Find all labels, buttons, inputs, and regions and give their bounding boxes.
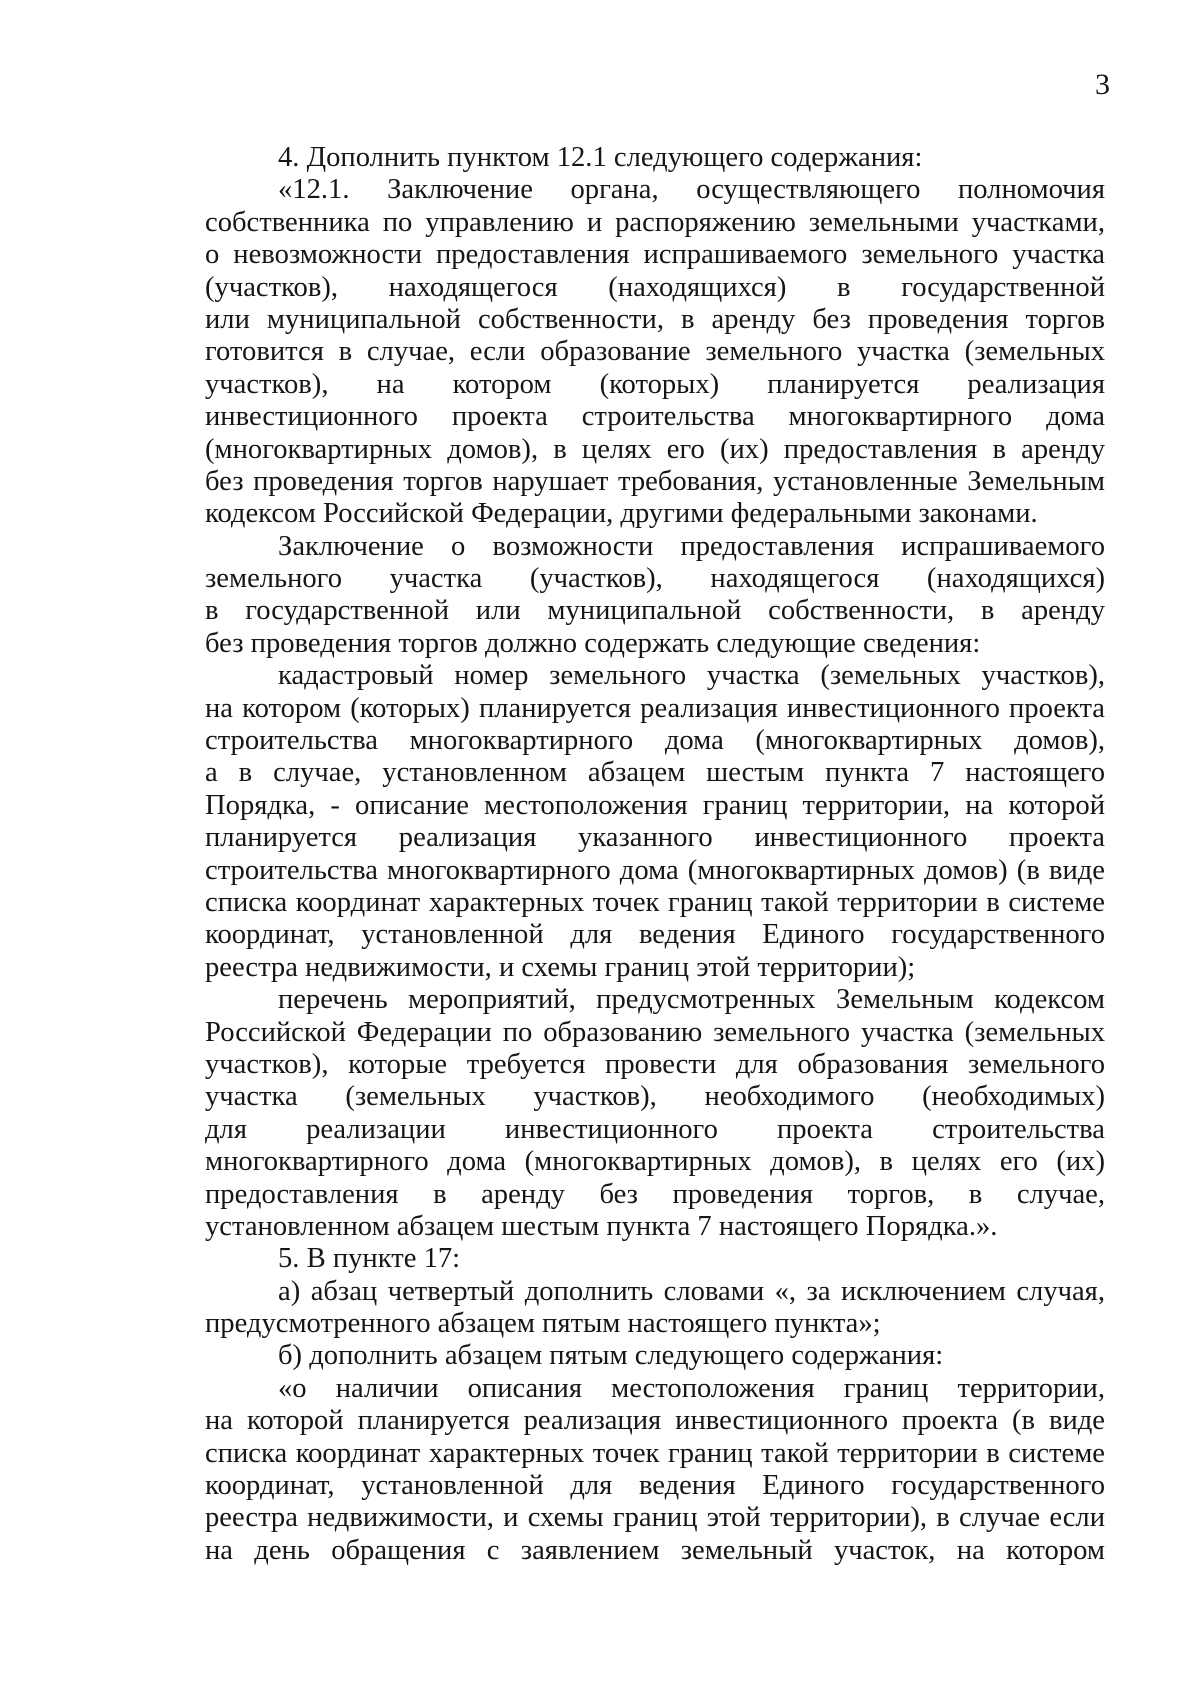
text-line: на которой планируется реализация инвестиционного проекта (в виде <box>205 1405 1105 1437</box>
text-line: установленном абзацем шестым пункта 7 настоящего Порядка.». <box>205 1210 998 1242</box>
text-line: земельного участка (участков), находящегося (находящихся) <box>205 563 1105 595</box>
text-line: участков), которые требуется провести для образования земельного <box>205 1048 1105 1080</box>
text-line: Российской Федерации по образованию земельного участка (земельных <box>205 1016 1105 1048</box>
text-line: предусмотренного абзацем пятым настоящего пункта»; <box>205 1308 881 1340</box>
text-line: (многоквартирных домов), в целях его (их) предоставления в аренду <box>205 433 1105 465</box>
text-line: Заключение о возможности предоставления испрашиваемого <box>278 530 1105 562</box>
paragraph <box>205 1276 1105 1341</box>
text-line: участка (земельных участков), необходимого (необходимых) <box>205 1081 1105 1113</box>
text-line: строительства многоквартирного дома (многоквартирных домов) (в виде <box>205 854 1105 886</box>
text-line: планируется реализация указанного инвестиционного проекта <box>205 822 1105 854</box>
paragraph <box>205 174 1105 530</box>
text-line: перечень мероприятий, предусмотренных Земельным кодексом <box>278 984 1105 1016</box>
text-line: в государственной или муниципальной собственности, в аренду <box>205 595 1105 627</box>
text-line: координат, установленной для ведения Единого государственного <box>205 1470 1105 1502</box>
paragraph <box>205 1373 1105 1567</box>
text-line: а) абзац четвертый дополнить словами «, за исключением случая, <box>278 1275 1105 1307</box>
text-line: списка координат характерных точек границ такой территории в системе <box>205 1437 1105 1469</box>
text-line: «о наличии описания местоположения границ территории, <box>278 1372 1105 1404</box>
text-line: без проведения торгов должно содержать следующие сведения: <box>205 627 981 659</box>
text-line: инвестиционного проекта строительства многоквартирного дома <box>205 401 1105 433</box>
text-line: списка координат характерных точек границ такой территории в системе <box>205 886 1105 918</box>
paragraph <box>205 984 1105 1243</box>
paragraph <box>205 142 1105 174</box>
paragraph <box>205 1243 1105 1275</box>
text-line: готовится в случае, если образование земельного участка (земельных <box>205 336 1105 368</box>
text-line: (участков), находящегося (находящихся) в государственной <box>205 271 1105 303</box>
text-line: реестра недвижимости, и схемы границ этой территории), в случае если <box>205 1502 1105 1534</box>
text-line: для реализации инвестиционного проекта строительства <box>205 1113 1105 1145</box>
paragraph <box>205 1340 1105 1372</box>
text-line: б) дополнить абзацем пятым следующего содержания: <box>278 1340 944 1372</box>
document-body <box>205 142 1105 1567</box>
text-line: 5. В пункте 17: <box>278 1243 461 1275</box>
text-line: участков), на котором (которых) планируется реализация <box>205 368 1105 400</box>
text-line: 4. Дополнить пунктом 12.1 следующего содержания: <box>278 142 923 173</box>
text-line: координат, установленной для ведения Единого государственного <box>205 919 1105 951</box>
text-line: многоквартирного дома (многоквартирных домов), в целях его (их) <box>205 1146 1105 1178</box>
text-line: о невозможности предоставления испрашиваемого земельного участка <box>205 239 1105 271</box>
page-number: 3 <box>1095 68 1110 101</box>
text-line: строительства многоквартирного дома (многоквартирных домов), <box>205 725 1105 757</box>
text-line: реестра недвижимости, и схемы границ этой территории); <box>205 951 916 983</box>
text-line: кадастровый номер земельного участка (земельных участков), <box>278 660 1105 692</box>
text-line: или муниципальной собственности, в аренду без проведения торгов <box>205 303 1105 335</box>
text-line: собственника по управлению и распоряжению земельными участками, <box>205 206 1105 238</box>
paragraph <box>205 660 1105 984</box>
paragraph <box>205 531 1105 661</box>
text-line: а в случае, установленном абзацем шестым пункта 7 настоящего <box>205 757 1105 789</box>
text-line: предоставления в аренду без проведения торгов, в случае, <box>205 1178 1105 1210</box>
text-line: на день обращения с заявлением земельный участок, на котором <box>205 1534 1105 1566</box>
text-line: Порядка, - описание местоположения границ территории, на которой <box>205 789 1105 821</box>
text-line: без проведения торгов нарушает требования, установленные Земельным <box>205 465 1105 497</box>
text-line: «12.1. Заключение органа, осуществляющего полномочия <box>278 174 1105 206</box>
text-line: на котором (которых) планируется реализация инвестиционного проекта <box>205 692 1105 724</box>
text-line: кодексом Российской Федерации, другими федеральными законами. <box>205 498 1038 530</box>
